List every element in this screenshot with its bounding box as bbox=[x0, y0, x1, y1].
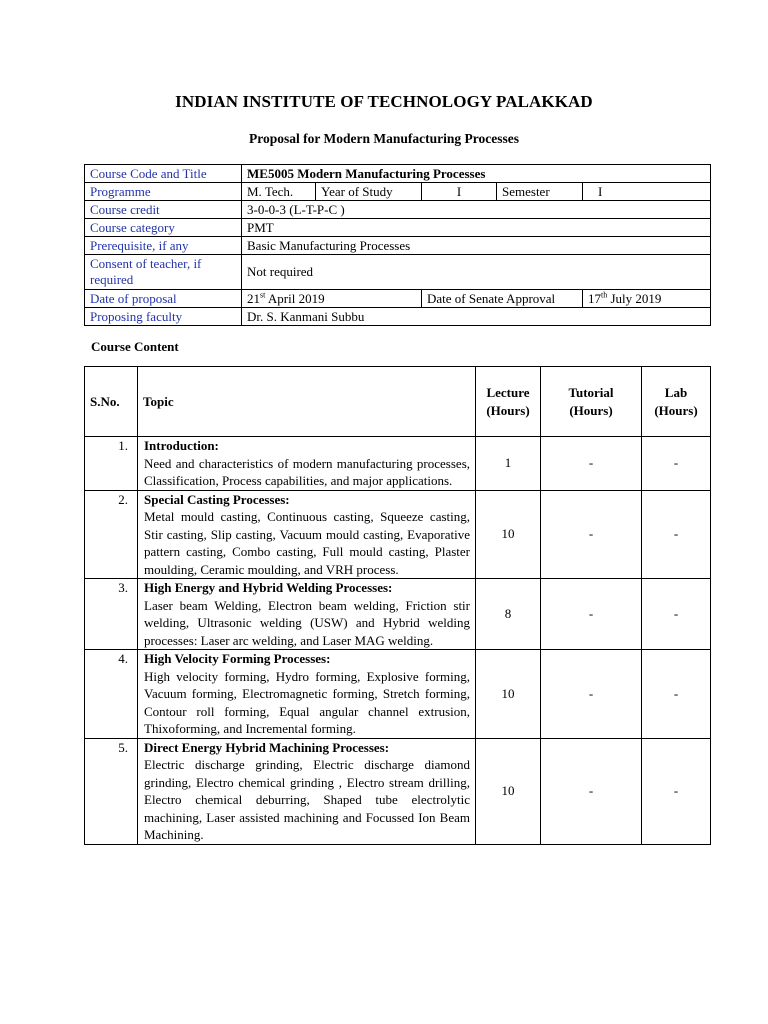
topic-heading: High Energy and Hybrid Welding Processes: bbox=[144, 580, 393, 595]
lecture-hours: 8 bbox=[476, 579, 541, 650]
lab-hours: - bbox=[642, 437, 711, 491]
category-value: PMT bbox=[242, 219, 711, 237]
faculty-label: Proposing faculty bbox=[85, 308, 242, 326]
topic-description: High velocity forming, Hydro forming, Explosive forming, Vacuum forming, Electromagnetic forming, Stretch forming, Contour roll forming, Equal angular channel extrusion, Thixoforming, and Incremental forming. bbox=[144, 668, 470, 736]
row-sno: 3. bbox=[85, 579, 138, 650]
programme-value: M. Tech. bbox=[242, 183, 316, 201]
lecture-hours: 10 bbox=[476, 650, 541, 739]
topic-heading: High Velocity Forming Processes: bbox=[144, 651, 331, 666]
senate-approval-value bbox=[583, 290, 711, 308]
row-sno: 4. bbox=[85, 650, 138, 739]
table-row bbox=[85, 490, 711, 579]
course-content-table bbox=[84, 366, 711, 845]
programme-label: Programme bbox=[85, 183, 242, 201]
lab-hours: - bbox=[642, 579, 711, 650]
tutorial-hours: - bbox=[541, 738, 642, 844]
topic-description: Need and characteristics of modern manufacturing processes, Classification, Process capabilities, and major applications. bbox=[144, 455, 470, 488]
topic-description: Electric discharge grinding, Electric discharge diamond grinding, Electro chemical grinding , Electro stream drilling, Electro chemical deburring, Shaped tube electrolytic machining, Laser assisted machining and Focussed Ion Beam Machining. bbox=[144, 757, 470, 842]
col-header-lab-line1: Lab bbox=[664, 384, 688, 400]
col-header-topic: Topic bbox=[138, 367, 476, 437]
row-sno: 5. bbox=[85, 738, 138, 844]
table-row bbox=[85, 437, 711, 491]
table-row bbox=[85, 650, 711, 739]
info-row-faculty bbox=[85, 308, 711, 326]
topic-description: Laser beam Welding, Electron beam welding, Friction stir welding, Ultrasonic welding (USW) and Hybrid welding processes: Laser arc welding, and Laser MAG welding. bbox=[144, 597, 470, 648]
category-label: Course category bbox=[85, 219, 242, 237]
table-row bbox=[85, 579, 711, 650]
credit-value: 3-0-0-3 (L-T-P-C ) bbox=[242, 201, 711, 219]
row-topic bbox=[138, 738, 476, 844]
year-label: Year of Study bbox=[316, 183, 422, 201]
date-proposal-day: 21 bbox=[247, 290, 260, 306]
lab-hours: - bbox=[642, 738, 711, 844]
prerequisite-value: Basic Manufacturing Processes bbox=[242, 237, 711, 255]
lecture-hours: 10 bbox=[476, 738, 541, 844]
tutorial-hours: - bbox=[541, 579, 642, 650]
col-header-lab-line2: (Hours) bbox=[654, 402, 698, 418]
tutorial-hours: - bbox=[541, 490, 642, 579]
content-header-row bbox=[85, 367, 711, 437]
topic-heading: Special Casting Processes: bbox=[144, 491, 290, 507]
date-proposal-suffix: st bbox=[260, 290, 266, 300]
col-header-tutorial-line2: (Hours) bbox=[569, 402, 613, 418]
col-header-sno: S.No. bbox=[85, 367, 138, 437]
date-proposal-value bbox=[242, 290, 422, 308]
topic-heading: Introduction: bbox=[144, 438, 219, 453]
senate-approval-rest: July 2019 bbox=[607, 290, 662, 306]
year-value: I bbox=[422, 183, 497, 201]
tutorial-hours: - bbox=[541, 650, 642, 739]
consent-value: Not required bbox=[242, 255, 711, 290]
semester-label: Semester bbox=[497, 183, 583, 201]
topic-heading: Direct Energy Hybrid Machining Processes: bbox=[144, 739, 390, 755]
info-row-prerequisite bbox=[85, 237, 711, 255]
course-info-table bbox=[84, 164, 711, 326]
consent-label: Consent of teacher, if required bbox=[85, 255, 242, 290]
info-row-consent bbox=[85, 255, 711, 290]
date-proposal-rest: April 2019 bbox=[265, 290, 325, 306]
senate-approval-label: Date of Senate Approval bbox=[422, 290, 583, 308]
course-code-label: Course Code and Title bbox=[85, 165, 242, 183]
date-proposal-label: Date of proposal bbox=[85, 290, 242, 308]
row-topic bbox=[138, 650, 476, 739]
info-row-credit bbox=[85, 201, 711, 219]
credit-label: Course credit bbox=[85, 201, 242, 219]
info-row-programme bbox=[85, 183, 711, 201]
senate-approval-day: 17 bbox=[588, 290, 601, 306]
proposal-subtitle: Proposal for Modern Manufacturing Processes bbox=[249, 131, 519, 146]
institute-title: INDIAN INSTITUTE OF TECHNOLOGY PALAKKAD bbox=[175, 92, 593, 111]
lab-hours: - bbox=[642, 650, 711, 739]
table-row bbox=[85, 738, 711, 844]
row-sno: 2. bbox=[85, 490, 138, 579]
col-header-lecture bbox=[476, 367, 541, 437]
lab-hours: - bbox=[642, 490, 711, 579]
info-row-category bbox=[85, 219, 711, 237]
info-row-date bbox=[85, 290, 711, 308]
col-header-lab bbox=[642, 367, 711, 437]
row-topic bbox=[138, 579, 476, 650]
topic-description: Metal mould casting, Continuous casting, Squeeze casting, Stir casting, Slip casting, Vacuum mould casting, Evaporative pattern casting, Combo casting, Full mould casting, Plaster moulding, Ceramic moulding, and VRH process. bbox=[144, 509, 470, 577]
course-code-value: ME5005 Modern Manufacturing Processes bbox=[242, 165, 711, 183]
content-table-body bbox=[85, 437, 711, 845]
col-header-tutorial bbox=[541, 367, 642, 437]
lecture-hours: 10 bbox=[476, 490, 541, 579]
info-row-course-code bbox=[85, 165, 711, 183]
faculty-value: Dr. S. Kanmani Subbu bbox=[242, 308, 711, 326]
tutorial-hours: - bbox=[541, 437, 642, 491]
row-sno: 1. bbox=[85, 437, 138, 491]
semester-value: I bbox=[583, 183, 711, 201]
row-topic bbox=[138, 437, 476, 491]
col-header-tutorial-line1: Tutorial bbox=[568, 384, 614, 400]
senate-approval-suffix: th bbox=[601, 290, 608, 300]
prerequisite-label: Prerequisite, if any bbox=[85, 237, 242, 255]
col-header-lecture-line2: (Hours) bbox=[486, 402, 530, 418]
col-header-lecture-line1: Lecture bbox=[486, 384, 530, 400]
course-content-heading: Course Content bbox=[91, 339, 179, 354]
row-topic bbox=[138, 490, 476, 579]
lecture-hours: 1 bbox=[476, 437, 541, 491]
